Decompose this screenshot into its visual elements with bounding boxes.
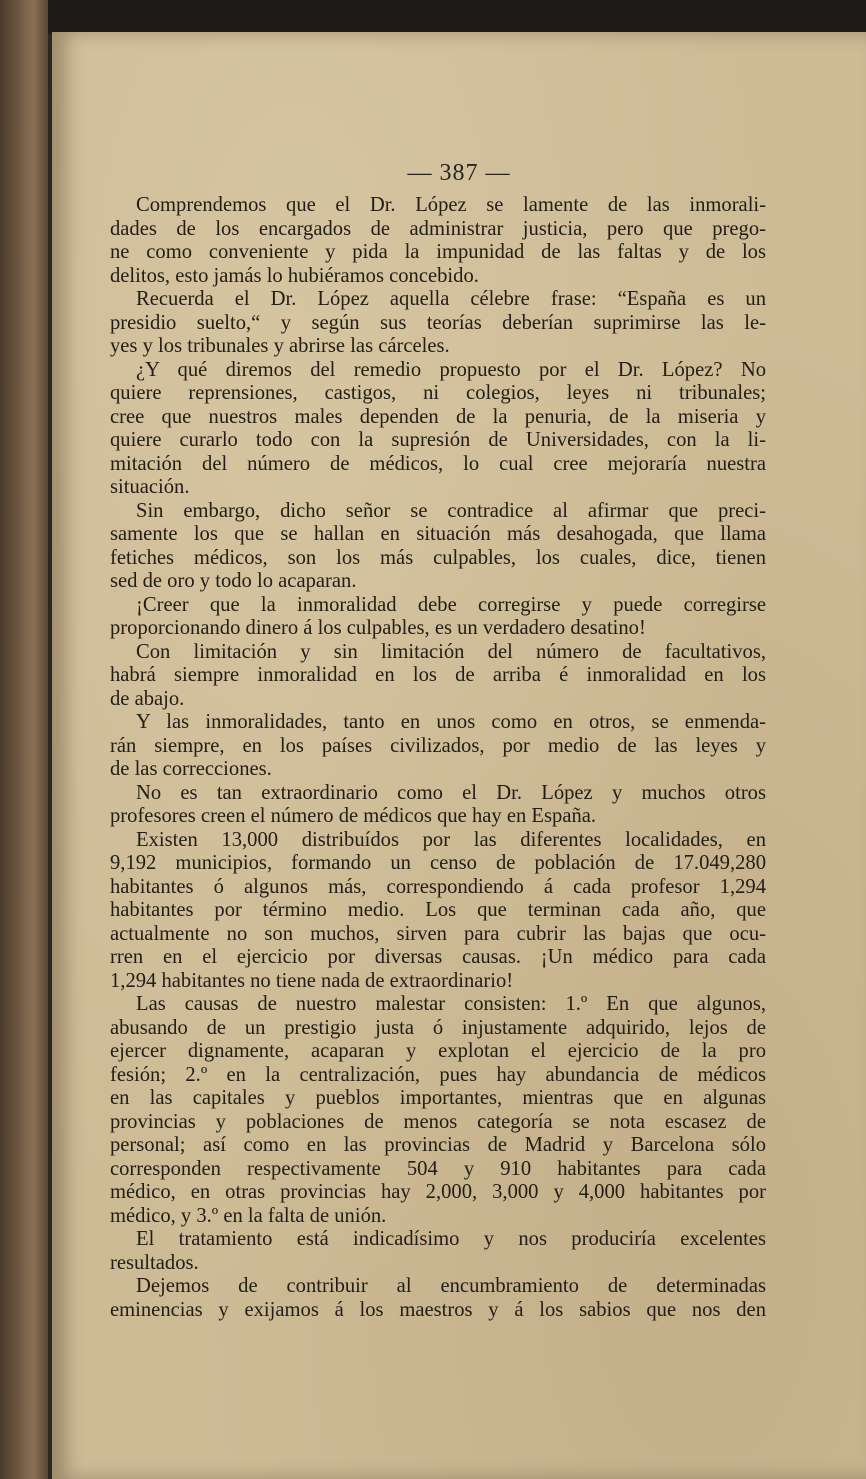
text-line: eminencias y exijamos á los maestros y á los sabios que nos den (110, 1298, 766, 1321)
text-line: fetiches médicos, son los más culpables, los cuales, dice, tienen (110, 546, 766, 569)
text-line: fesión; 2.º en la centralización, pues hay abundancia de médicos (110, 1063, 766, 1086)
text-line: ¿Y qué diremos del remedio propuesto por el Dr. López? No (136, 358, 766, 381)
text-line: No es tan extraordinario como el Dr. López y muchos otros (136, 781, 766, 804)
text-line: mitación del número de médicos, lo cual cree mejoraría nuestra (110, 452, 766, 475)
text-line: samente los que se hallan en situación más desahogada, que llama (110, 523, 766, 545)
text-line: quiere reprensiones, castigos, ni colegios, leyes ni tribunales; (110, 382, 766, 404)
text-line: abusando de un prestigio justa ó injustamente adquirido, lejos de (110, 1016, 766, 1039)
book-page (52, 32, 866, 1479)
text-line: Y las inmoralidades, tanto en unos como en otros, se enmenda- (136, 711, 766, 733)
book-binding (0, 0, 48, 1479)
text-line: Sin embargo, dicho señor se contradice al afirmar que preci- (136, 499, 766, 522)
text-line: ejercer dignamente, acaparan y explotan el ejercicio de la pro (110, 1040, 766, 1062)
text-line: situación. (110, 476, 190, 498)
text-line: en las capitales y pueblos importantes, mientras que en algunas (110, 1087, 766, 1109)
text-line: personal; así como en las provincias de Madrid y Barcelona sólo (110, 1134, 766, 1156)
text-line: actualmente no son muchos, sirven para cubrir las bajas que ocu- (110, 922, 766, 945)
text-line: médico, en otras provincias hay 2,000, 3,000 y 4,000 habitantes por (110, 1181, 766, 1203)
text-line: resultados. (110, 1251, 199, 1274)
text-line: Dejemos de contribuir al encumbramiento de determinadas (136, 1275, 766, 1297)
text-line: médico, y 3.º en la falta de unión. (110, 1204, 387, 1227)
text-line: habrá siempre inmoralidad en los de arriba é inmoralidad en los (110, 664, 766, 686)
text-line: Recuerda el Dr. López aquella célebre frase: “España es un (136, 288, 766, 310)
text-line: habitantes por término medio. Los que terminan cada año, que (110, 899, 766, 921)
text-line: Con limitación y sin limitación del número de facultativos, (136, 640, 766, 663)
text-line: de abajo. (110, 687, 185, 710)
text-line: Comprendemos que el Dr. López se lamente de las inmorali- (136, 194, 766, 216)
text-line: presidio suelto,“ y según sus teorías deberían suprimirse las le- (110, 311, 766, 334)
text-line: de las correcciones. (110, 758, 272, 780)
text-line: Las causas de nuestro malestar consisten: 1.º En que algunos, (136, 993, 766, 1015)
text-line: rán siempre, en los países civilizados, por medio de las leyes y (110, 734, 766, 757)
text-line: yes y los tribunales y abrirse las cárceles. (110, 335, 450, 357)
text-line: cree que nuestros males dependen de la penuria, de la miseria y (110, 405, 766, 428)
page-number: — 387 — (407, 160, 511, 186)
text-line: provincias y poblaciones de menos categoría se nota escasez de (110, 1110, 766, 1133)
scan-top-edge (0, 0, 866, 34)
body-text (110, 194, 766, 1322)
text-line: sed de oro y todo lo acaparan. (110, 570, 357, 592)
text-line: corresponden respectivamente 504 y 910 habitantes para cada (110, 1157, 766, 1180)
text-line: quiere curarlo todo con la supresión de Universidades, con la li- (110, 429, 766, 451)
text-line: ¡Creer que la inmoralidad debe corregirse y puede corregirse (136, 593, 766, 616)
text-line: proporcionando dinero á los culpables, es un verdadero desatino! (110, 617, 646, 639)
text-line: ne como conveniente y pida la impunidad de las faltas y de los (110, 241, 766, 263)
text-line: Existen 13,000 distribuídos por las diferentes localidades, en (136, 828, 766, 851)
text-line: 9,192 municipios, formando un censo de población de 17.049,280 (110, 852, 766, 874)
text-line: dades de los encargados de administrar justicia, pero que prego- (110, 217, 766, 240)
text-line: habitantes ó algunos más, correspondiendo á cada profesor 1,294 (110, 875, 766, 898)
text-line: rren en el ejercicio por diversas causas. ¡Un médico para cada (110, 946, 766, 968)
text-line: El tratamiento está indicadísimo y nos produciría excelentes (136, 1228, 766, 1250)
text-line: 1,294 habitantes no tiene nada de extraordinario! (110, 969, 514, 992)
text-line: delitos, esto jamás lo hubiéramos concebido. (110, 264, 479, 287)
text-line: profesores creen el número de médicos que hay en España. (110, 805, 597, 827)
